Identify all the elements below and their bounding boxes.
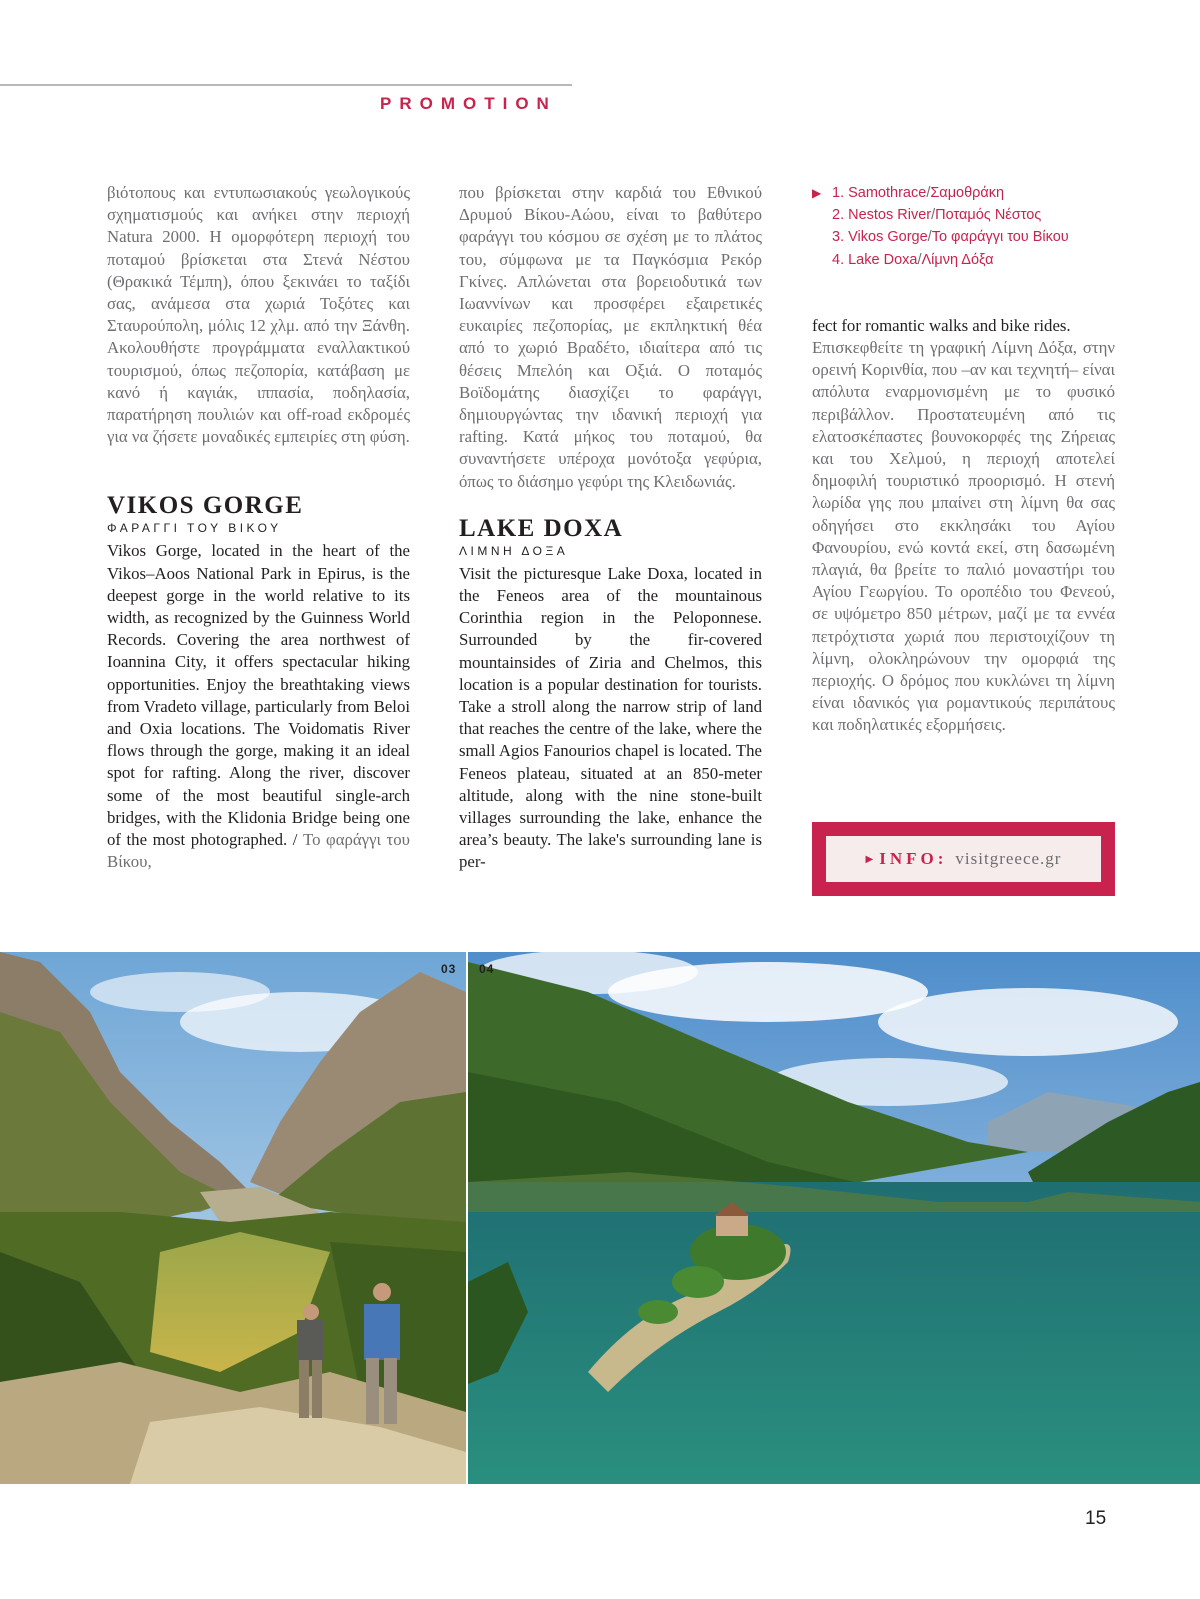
- info-inner: [826, 836, 1101, 882]
- info-link[interactable]: visitgreece.gr: [955, 849, 1062, 868]
- lake-doxa-english-text: Visit the picturesque Lake Doxa, located in the Feneos area of the mountainous Corinthia region in the Peloponnese. Surrounded by the fir-covered mountainsides of Ziria and Chelmos, this location is a popular destination for tourists. Take a stroll along the narrow strip of land that reaches the centre of the lake, where the small Agios Fanourios chapel is located. The Feneos plateau, situated at an 850-meter altitude, along with the nine stone-built villages surrounding the lake, enhance the area’s beauty. The lake's surrounding lane is per-: [459, 563, 762, 872]
- column-1: [107, 182, 410, 873]
- vikos-gorge-subtitle: ΦΑΡΑΓΓΙ ΤΟΥ ΒΙΚΟΥ: [107, 521, 282, 536]
- section-tag: PROMOTION: [380, 94, 557, 113]
- legend-item: 4. Lake Doxa / Λίμνη Δόξα: [832, 251, 994, 268]
- triangle-marker-icon: ▶: [812, 186, 822, 200]
- legend-item: 2. Nestos River / Ποταμός Νέστος: [832, 207, 1042, 224]
- legend-item: 3. Vikos Gorge / Το φαράγγι του Βίκου: [832, 229, 1069, 246]
- legend-item: ▶ 1. Samothrace / Σαμοθράκη: [812, 182, 1115, 204]
- column-3: [812, 182, 1115, 737]
- info-box: [812, 822, 1115, 896]
- vikos-gorge-title: VIKOS GORGE: [107, 492, 304, 520]
- lake-doxa-photo: [468, 952, 1200, 1484]
- lake-doxa-english-end: fect for romantic walks and bike rides.: [812, 315, 1071, 335]
- lake-doxa-subtitle: ΛΙΜΝΗ ΔΟΞΑ: [459, 543, 569, 558]
- nestos-greek-text: βιότοπους και εντυπωσιακούς γεωλογικούς σχηματισμούς και ανήκει στην περιοχή Natura 2000. Η ομορφότερη περιοχή του ποταμού βρίσκεται στα Στενά Νέστου (Θρακικά Τέμπη), όπου ξεκινάει το ταξίδι σας, ανάμεσα στα χωριά Τοξότες και Σταυρούπολη, μόλις 12 χλμ. από την Ξάνθη. Ακολουθήστε προγράμματα εναλλακτικού τουρισμού, όπως πεζοπορία, κατάβαση με κανό ή καγιάκ, ιππασία, ποδηλασία, παρατήρηση πουλιών και off-road εκδρομές για να ζήσετε μοναδικές εμπειρίες στη φύση.: [107, 183, 410, 447]
- header-rule: [0, 84, 572, 86]
- lake-doxa-title: LAKE DOXA: [459, 514, 624, 542]
- photo-number-03: 03: [441, 962, 457, 976]
- page-number: 15: [1085, 1508, 1107, 1529]
- triangle-marker-icon: ▶: [865, 853, 874, 865]
- vikos-english-text: Vikos Gorge, located in the heart of the Vikos–Aoos National Park in Epirus, is the deepest gorge in the world relative to its width, as recognized by the Guinness World Records. Covering the area northwest of Ioannina City, it offers spectacular hiking opportunities. Enjoy the breathtaking views from Vradeto village, particularly from Beloi and Oxia locations. The Voidomatis River flows through the gorge, making it an ideal spot for rafting. Along the river, discover some of the most beautiful single-arch bridges, with the Klidonia Bridge being one of the most photographed. /: [107, 541, 410, 850]
- vikos-greek-text-start: Το φαράγγι του Βίκου,: [107, 830, 410, 872]
- vikos-gorge-body: [107, 540, 410, 873]
- photo-legend: [812, 182, 1115, 271]
- info-label: INFO:: [879, 849, 948, 868]
- vikos-gorge-photo: [0, 952, 466, 1484]
- column-2: [459, 182, 762, 874]
- vikos-greek-text: που βρίσκεται στην καρδιά του Εθνικού Δρυμού Βίκου-Αώου, είναι το βαθύτερο φαράγγι του κόσμου σε σχέση με το πλάτος του, σύμφωνα με τα Παγκόσμια Ρεκόρ Γκίνες. Απλώνεται στα βορειοδυτικά των Ιωαννίνων και προσφέρει εξαιρετικές ευκαιρίες πεζοπορίας, με εκπληκτική θέα από το χωριό Βραδέτο, ιδιαίτερα από τις θέσεις Μπελόη και Οξιά. Ο ποταμός Βοϊδομάτης διασχίζει το φαράγγι, δημιουργώντας την ιδανική περιοχή για rafting. Κατά μήκος του ποταμού, θα συναντήσετε υπέροχα μονότοξα γεφύρια, όπως το διάσημο γεφύρι της Κλειδωνιάς.: [459, 183, 762, 491]
- lake-doxa-greek-text: Επισκεφθείτε τη γραφική Λίμνη Δόξα, στην ορεινή Κορινθία, που –αν και τεχνητή– είναι απόλυτα εναρμονισμένη με το φυσικό περιβάλλον. Προστατευμένη από τις ελατοσκέπαστες βουνοκορφές της Ζήρειας και του Χελμού, η περιοχή αποτελεί δημοφιλή τουριστικό προορισμό. Η στενή λωρίδα γης που μπαίνει στη λίμνη θα σας οδηγήσει στο εκκλησάκι του Αγίου Φανουρίου, ενώ κοντά εκεί, στη δασωμένη πλαγιά, θα βρείτε το παλιό μοναστήρι του Αγίου Γεωργίου. Το οροπέδιο του Φενεού, σε υψόμετρο 850 μέτρων, μαζί με τα εννέα πετρόχτιστα χωριά που περιστοιχίζουν τη λίμνη, ολοκληρώνουν την ομορφιά της περιοχής. Ο δρόμος που κυκλώνει τη λίμνη είναι ιδανικός για ρομαντικούς περιπάτους και ποδηλατικές εξορμήσεις.: [812, 338, 1115, 735]
- photo-number-04: 04: [479, 962, 495, 976]
